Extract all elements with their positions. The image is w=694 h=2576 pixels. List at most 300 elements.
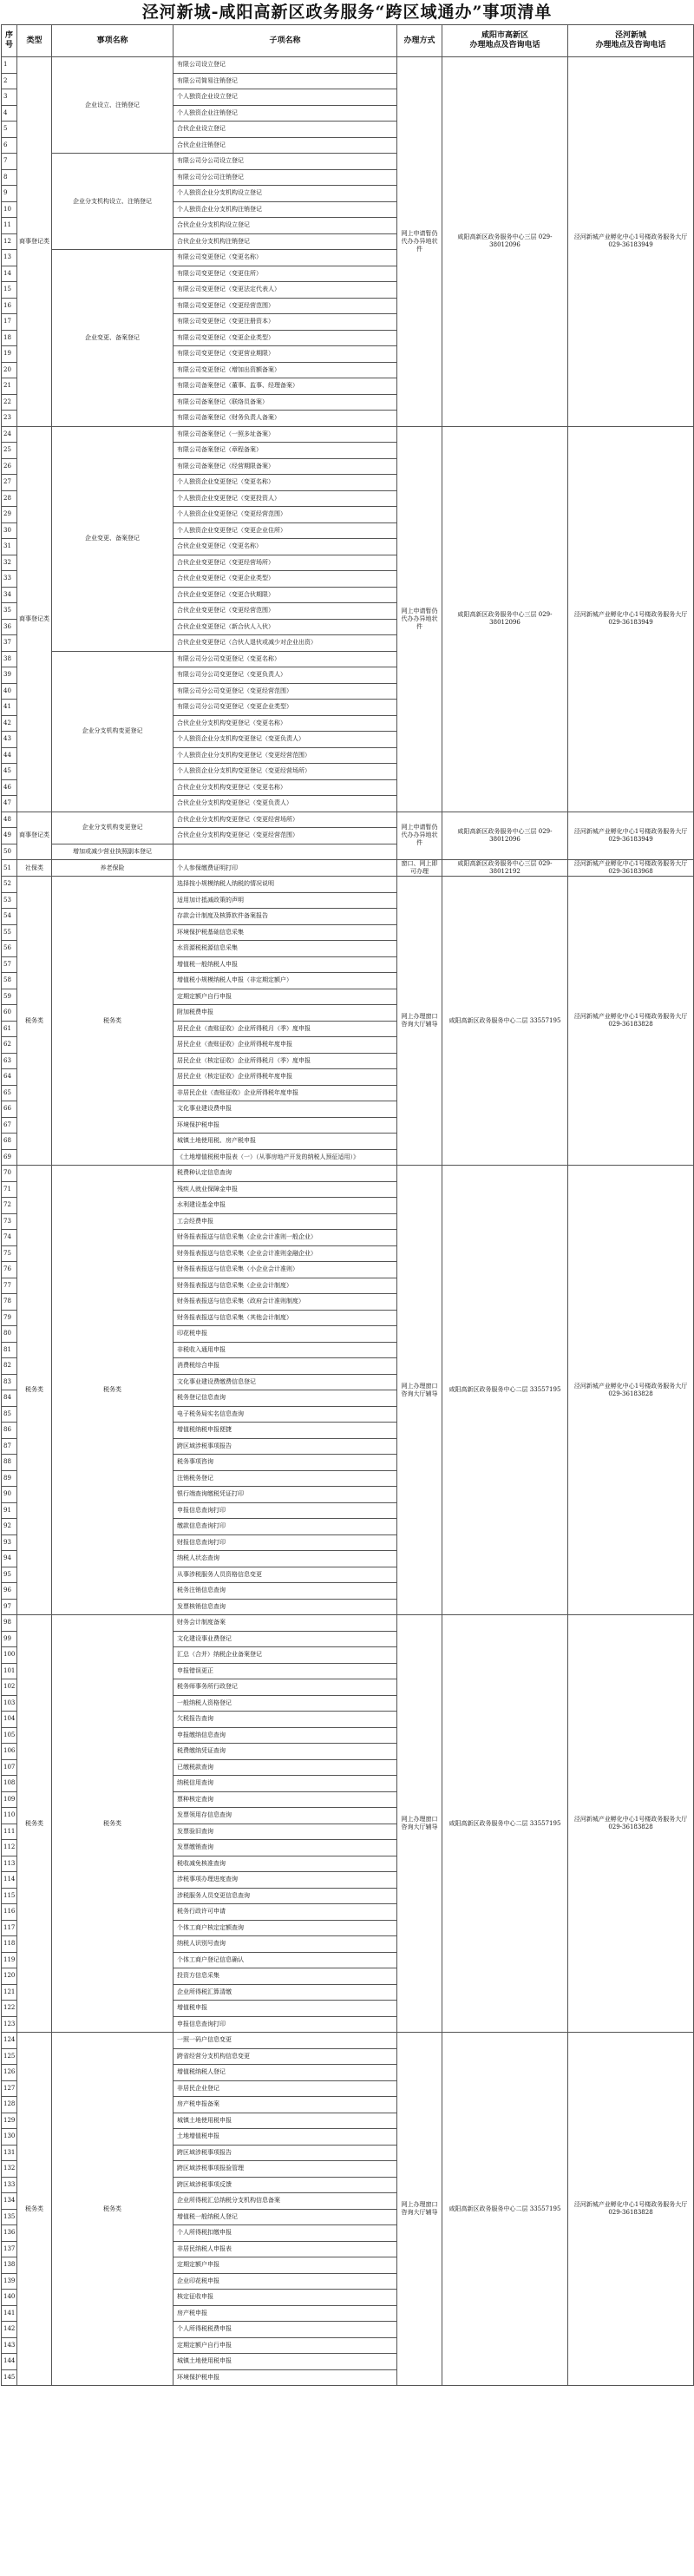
subitem-cell: 合伙企业变更登记（变更企业类型）	[174, 571, 397, 588]
header-method: 办理方式	[397, 25, 442, 57]
method-cell: 网上办理窗口咨询大厅辅导	[397, 2033, 442, 2386]
row-number: 19	[2, 346, 17, 363]
row-number: 72	[2, 1198, 17, 1214]
row-number: 131	[2, 2145, 17, 2161]
row-number: 2	[2, 73, 17, 89]
subitem-cell: 居民企业（核定征收）企业所得税月（季）度申报	[174, 1053, 397, 1069]
subitem-cell: 税收减免核准查询	[174, 1856, 397, 1872]
subitem-cell: 有限公司分公司变更登记（变更经营范围）	[174, 683, 397, 700]
row-number: 25	[2, 443, 17, 459]
item-name-cell: 企业设立、注销登记	[52, 57, 174, 154]
row-number: 93	[2, 1534, 17, 1551]
subitem-cell: 城镇土地使用税、房产税申报	[174, 1134, 397, 1150]
row-number: 36	[2, 619, 17, 635]
row-number: 46	[2, 779, 17, 796]
subitem-cell: 企业所得税汇总纳税分支机构信息备案	[174, 2193, 397, 2210]
row-number: 84	[2, 1390, 17, 1407]
table-row	[2, 57, 694, 74]
xianyang-contact-cell: 咸阳高新区政务服务中心三层 029-38012096	[442, 812, 568, 860]
subitem-cell: 发票领用存信息查询	[174, 1808, 397, 1824]
row-number: 13	[2, 250, 17, 266]
table-row	[2, 877, 694, 893]
row-number: 40	[2, 683, 17, 700]
row-number: 38	[2, 651, 17, 667]
subitem-cell: 有限公司变更登记（变更住所）	[174, 266, 397, 282]
row-number: 90	[2, 1487, 17, 1503]
row-number: 37	[2, 635, 17, 652]
subitem-cell: 电子税务局实名信息查询	[174, 1406, 397, 1423]
subitem-cell: 定期定额户申报	[174, 2257, 397, 2274]
subitem-cell: 城镇土地使用税申报	[174, 2113, 397, 2129]
subitem-cell: 文化事业建设费申报	[174, 1101, 397, 1118]
row-number: 17	[2, 314, 17, 331]
row-number: 94	[2, 1551, 17, 1567]
subitem-cell: 个人独资企业分支机构变更登记（变更负责人）	[174, 732, 397, 748]
row-number: 143	[2, 2337, 17, 2354]
table-row	[2, 426, 694, 443]
subitem-cell: 财务报表报送与信息采集（其他会计制度）	[174, 1310, 397, 1326]
subitem-cell: 税务师事务所行政登记	[174, 1679, 397, 1696]
row-number: 134	[2, 2193, 17, 2210]
subitem-cell: 居民企业（核定征收）企业所得税年度申报	[174, 1069, 397, 1086]
row-number: 56	[2, 941, 17, 957]
subitem-cell: 个人参保缴费证明打印	[174, 860, 397, 877]
subitem-cell: 跨省经营分支机构信息变更	[174, 2048, 397, 2065]
row-number: 98	[2, 1615, 17, 1632]
document-title: 泾河新城-咸阳高新区政务服务“跨区域通办”事项清单	[141, 3, 553, 22]
subitem-cell: 土地增值税申报	[174, 2129, 397, 2146]
subitem-cell: 水资源税税源信息采集	[174, 941, 397, 957]
row-number: 80	[2, 1326, 17, 1343]
subitem-cell: 有限公司分公司设立登记	[174, 154, 397, 170]
subitem-cell: 发票验旧查询	[174, 1824, 397, 1840]
row-number: 4	[2, 105, 17, 122]
subitem-cell: 合伙企业变更登记（变更名称）	[174, 539, 397, 555]
jinghe-contact-cell: 泾河新城产业孵化中心1号楼政务服务大厅029-36183828	[568, 1615, 694, 2033]
subitem-cell: 有限公司变更登记（变更名称）	[174, 250, 397, 266]
item-name-cell: 企业变更、备案登记	[52, 250, 174, 427]
row-number: 66	[2, 1101, 17, 1118]
row-number: 16	[2, 298, 17, 314]
subitem-cell: 个人独资企业变更登记（变更企业住所）	[174, 522, 397, 539]
subitem-cell: 财务会计制度备案	[174, 1615, 397, 1632]
jinghe-contact-cell: 泾河新城产业孵化中心1号楼政务服务大厅029-36183949	[568, 426, 694, 812]
table-row	[2, 2033, 694, 2049]
subitem-cell: 个人独资企业设立登记	[174, 89, 397, 106]
jinghe-contact-cell: 泾河新城产业孵化中心1号楼政务服务大厅029-36183828	[568, 877, 694, 1166]
subitem-cell: 税务注销信息查询	[174, 1583, 397, 1600]
subitem-cell: 有限公司变更登记（变更注册资本）	[174, 314, 397, 331]
method-cell: 网上办理窗口咨询大厅辅导	[397, 1166, 442, 1615]
subitem-cell: 消费税综合申报	[174, 1358, 397, 1375]
subitem-cell: 企业所得税汇算清缴	[174, 1984, 397, 2001]
row-number: 135	[2, 2209, 17, 2225]
header-row	[2, 25, 694, 57]
table-row	[2, 812, 694, 828]
row-number: 75	[2, 1245, 17, 1262]
subitem-cell: 存款会计制度及核算软件备案报告	[174, 909, 397, 925]
subitem-cell: 有限公司备案登记（财务负责人备案）	[174, 411, 397, 427]
row-number: 33	[2, 571, 17, 588]
row-number: 103	[2, 1695, 17, 1712]
row-number: 50	[2, 844, 17, 860]
subitem-cell: 适用加计抵减政策的声明	[174, 892, 397, 909]
header-seq: 序号	[2, 25, 17, 57]
row-number: 63	[2, 1053, 17, 1069]
row-number: 119	[2, 1952, 17, 1968]
row-number: 35	[2, 603, 17, 620]
row-number: 73	[2, 1213, 17, 1230]
subitem-cell: 一照一码户信息变更	[174, 2033, 397, 2049]
subitem-cell: 财务报表报送与信息采集（企业会计准则金融企业）	[174, 1245, 397, 1262]
subitem-cell: 个人独资企业变更登记（变更名称）	[174, 475, 397, 491]
subitem-cell: 个人独资企业分支机构注销登记	[174, 201, 397, 218]
subitem-cell: 税务登记信息查询	[174, 1390, 397, 1407]
subitem-cell: 合伙企业注销登记	[174, 137, 397, 154]
subitem-cell: 个人独资企业分支机构变更登记（变更经营范围）	[174, 747, 397, 764]
row-number: 61	[2, 1021, 17, 1037]
row-number: 12	[2, 233, 17, 250]
row-number: 30	[2, 522, 17, 539]
subitem-cell: 财务报表报送与信息采集（企业会计准则一般企业）	[174, 1230, 397, 1246]
subitem-cell: 有限公司变更登记（变更法定代表人）	[174, 282, 397, 299]
subitem-cell: 财务报表报送与信息采集（政府会计准则制度）	[174, 1294, 397, 1311]
subitem-cell: 税费种认定信息查询	[174, 1166, 397, 1182]
row-number: 130	[2, 2129, 17, 2146]
category-cell: 税务类	[17, 1166, 52, 1615]
subitem-cell: 企业印花税申报	[174, 2273, 397, 2290]
subitem-cell: 申报信息查询打印	[174, 1502, 397, 1519]
subitem-cell: 跨区域涉税事项报验管理	[174, 2161, 397, 2178]
header-subitem: 子项名称	[174, 25, 397, 57]
row-number: 106	[2, 1744, 17, 1760]
subitem-cell: 银行端查询缴税凭证打印	[174, 1487, 397, 1503]
category-cell: 税务类	[17, 877, 52, 1166]
item-name-cell: 税务类	[52, 877, 174, 1166]
row-number: 109	[2, 1791, 17, 1808]
subitem-cell: 涉税事项办理进度查询	[174, 1872, 397, 1889]
method-cell: 窗口、网上即可办理	[397, 860, 442, 877]
subitem-cell: 居民企业（查账征收）企业所得税月（季）度申报	[174, 1021, 397, 1037]
row-number: 3	[2, 89, 17, 106]
row-number: 145	[2, 2369, 17, 2386]
subitem-cell: 有限公司变更登记（增加出资额备案）	[174, 362, 397, 378]
row-number: 9	[2, 186, 17, 202]
row-number: 138	[2, 2257, 17, 2274]
subitem-cell: 纳税人状态查询	[174, 1551, 397, 1567]
row-number: 132	[2, 2161, 17, 2178]
method-cell: 网上申请暂仍代办办异地状件	[397, 812, 442, 860]
xianyang-contact-cell: 咸阳高新区政务服务中心二层 33557195	[442, 1166, 568, 1615]
row-number: 79	[2, 1310, 17, 1326]
row-number: 53	[2, 892, 17, 909]
subitem-cell: 票种核定查询	[174, 1791, 397, 1808]
category-cell: 税务类	[17, 2033, 52, 2386]
subitem-cell: 合伙企业分支机构变更登记（变更名称）	[174, 715, 397, 732]
row-number: 11	[2, 218, 17, 234]
item-name-cell: 税务类	[52, 2033, 174, 2386]
subitem-cell: 跨区域涉税事项反馈	[174, 2177, 397, 2193]
subitem-cell: 非税收入通用申报	[174, 1342, 397, 1358]
category-cell: 税务类	[17, 1615, 52, 2033]
item-name-cell: 企业分支机构变更登记	[52, 651, 174, 812]
row-number: 115	[2, 1888, 17, 1904]
subitem-cell: 个人独资企业分支机构设立登记	[174, 186, 397, 202]
row-number: 21	[2, 378, 17, 395]
row-number: 101	[2, 1663, 17, 1679]
subitem-cell: 定期定额户自行申报	[174, 989, 397, 1005]
subitem-cell: 房产税申报备案	[174, 2097, 397, 2113]
subitem-cell: 合伙企业分支机构变更登记（变更名称）	[174, 779, 397, 796]
xianyang-contact-cell: 咸阳高新区政务服务中心三层 029-38012192	[442, 860, 568, 877]
row-number: 113	[2, 1856, 17, 1872]
row-number: 89	[2, 1470, 17, 1487]
row-number: 47	[2, 796, 17, 812]
subitem-cell: 申报错误更正	[174, 1663, 397, 1679]
header-jinghe: 泾河新城 办理地点及咨询电话	[568, 25, 694, 57]
subitem-cell: 有限公司变更登记（变更企业类型）	[174, 330, 397, 346]
subitem-cell: 非居民企业（查账征收）企业所得税年度申报	[174, 1085, 397, 1101]
row-number: 77	[2, 1278, 17, 1294]
row-number: 15	[2, 282, 17, 299]
row-number: 88	[2, 1455, 17, 1471]
row-number: 45	[2, 764, 17, 780]
method-cell: 网上申请暂仍代办办异地状件	[397, 426, 442, 812]
row-number: 144	[2, 2354, 17, 2370]
row-number: 42	[2, 715, 17, 732]
subitem-cell: 个体工商户登记信息确认	[174, 1952, 397, 1968]
row-number: 105	[2, 1727, 17, 1744]
row-number: 107	[2, 1759, 17, 1776]
item-name-cell: 企业变更、备案登记	[52, 426, 174, 651]
subitem-cell: 文化建设事业费登记	[174, 1631, 397, 1647]
row-number: 82	[2, 1358, 17, 1375]
subitem-cell: 有限公司分公司变更登记（变更负责人）	[174, 667, 397, 684]
subitem-cell: 有限公司简易注销登记	[174, 73, 397, 89]
method-cell: 网上办理窗口咨询大厅辅导	[397, 877, 442, 1166]
subitem-cell: 有限公司变更登记（变更营业期限）	[174, 346, 397, 363]
subitem-cell: 税费缴纳凭证查询	[174, 1744, 397, 1760]
row-number: 128	[2, 2097, 17, 2113]
row-number: 31	[2, 539, 17, 555]
subitem-cell: 合伙企业变更登记（变更合伙期限）	[174, 587, 397, 603]
table-row	[2, 1166, 694, 1182]
xianyang-contact-cell: 咸阳高新区政务服务中心三层 029-38012096	[442, 426, 568, 812]
item-name-cell: 企业分支机构变更登记	[52, 812, 174, 844]
xianyang-contact-cell: 咸阳高新区政务服务中心二层 33557195	[442, 1615, 568, 2033]
row-number: 34	[2, 587, 17, 603]
row-number: 51	[2, 860, 17, 877]
row-number: 110	[2, 1808, 17, 1824]
subitem-cell: 投资方信息采集	[174, 1968, 397, 1985]
row-number: 108	[2, 1776, 17, 1792]
row-number: 133	[2, 2177, 17, 2193]
subitem-cell: 财务报表报送与信息采集（企业会计制度）	[174, 1278, 397, 1294]
row-number: 43	[2, 732, 17, 748]
row-number: 52	[2, 877, 17, 893]
jinghe-contact-cell: 泾河新城产业孵化中心1号楼政务服务大厅029-36183968	[568, 860, 694, 877]
subitem-cell: 增值税纳税申报便捷	[174, 1423, 397, 1439]
row-number: 100	[2, 1647, 17, 1664]
subitem-cell: 合伙企业变更登记（变更经营场所）	[174, 555, 397, 571]
subitem-cell: 合伙企业变更登记（合伙人退伙或减少对企业出资）	[174, 635, 397, 652]
subitem-cell: 合伙企业分支机构设立登记	[174, 218, 397, 234]
subitem-cell: 增值税申报	[174, 2001, 397, 2017]
row-number: 69	[2, 1149, 17, 1166]
row-number: 126	[2, 2065, 17, 2081]
subitem-cell: 印花税申报	[174, 1326, 397, 1343]
subitem-cell: 合伙企业分支机构变更登记（变更负责人）	[174, 796, 397, 812]
subitem-cell: 个人独资企业注销登记	[174, 105, 397, 122]
subitem-cell: 申报缴纳信息查询	[174, 1727, 397, 1744]
subitem-cell: 注销税务登记	[174, 1470, 397, 1487]
row-number: 120	[2, 1968, 17, 1985]
subitem-cell: 合伙企业变更登记（变更经营范围）	[174, 603, 397, 620]
subitem-cell: 税务行政许可申请	[174, 1904, 397, 1921]
row-number: 29	[2, 507, 17, 523]
xianyang-contact-cell: 咸阳高新区政务服务中心二层 33557195	[442, 877, 568, 1166]
subitem-cell	[174, 844, 397, 860]
row-number: 99	[2, 1631, 17, 1647]
subitem-cell: 合伙企业设立登记	[174, 122, 397, 138]
row-number: 81	[2, 1342, 17, 1358]
row-number: 129	[2, 2113, 17, 2129]
category-cell: 商事登记类	[17, 812, 52, 860]
row-number: 97	[2, 1599, 17, 1615]
row-number: 117	[2, 1920, 17, 1936]
subitem-cell: 环境保护税申报	[174, 2369, 397, 2386]
subitem-cell: 环境保护税申报	[174, 1117, 397, 1134]
row-number: 78	[2, 1294, 17, 1311]
subitem-cell: 有限公司分公司变更登记（变更名称）	[174, 651, 397, 667]
subitem-cell: 有限公司变更登记（变更经营范围）	[174, 298, 397, 314]
subitem-cell: 缴款信息查询打印	[174, 1519, 397, 1535]
row-number: 41	[2, 700, 17, 716]
row-number: 87	[2, 1438, 17, 1455]
row-number: 6	[2, 137, 17, 154]
row-number: 136	[2, 2225, 17, 2242]
subitem-cell: 有限公司设立登记	[174, 57, 397, 74]
header-xianyang: 咸阳市高新区 办理地点及咨询电话	[442, 25, 568, 57]
jinghe-contact-cell: 泾河新城产业孵化中心1号楼政务服务大厅029-36183828	[568, 2033, 694, 2386]
row-number: 54	[2, 909, 17, 925]
row-number: 92	[2, 1519, 17, 1535]
row-number: 121	[2, 1984, 17, 2001]
subitem-cell: 合伙企业分支机构变更登记（变更经营场所）	[174, 812, 397, 828]
header-item: 事项名称	[52, 25, 174, 57]
table-row	[2, 1615, 694, 1632]
item-name-cell: 养老保险	[52, 860, 174, 877]
subitem-cell: 有限公司分公司变更登记（变更企业类型）	[174, 700, 397, 716]
xianyang-contact-cell: 咸阳高新区政务服务中心三层 029-38012096	[442, 57, 568, 427]
row-number: 67	[2, 1117, 17, 1134]
subitem-cell: 有限公司备案登记（联络员备案）	[174, 394, 397, 411]
row-number: 112	[2, 1840, 17, 1856]
subitem-cell: 合伙企业分支机构变更登记（变更经营范围）	[174, 828, 397, 844]
subitem-cell: 增值税小规模纳税人申报（非定期定额户）	[174, 973, 397, 989]
row-number: 59	[2, 989, 17, 1005]
row-number: 18	[2, 330, 17, 346]
row-number: 137	[2, 2241, 17, 2257]
row-number: 125	[2, 2048, 17, 2065]
subitem-cell: 房产税申报	[174, 2305, 397, 2322]
subitem-cell: 文化事业建设费缴费信息登记	[174, 1374, 397, 1390]
row-number: 114	[2, 1872, 17, 1889]
item-name-cell: 增加或减少营业执照副本登记	[52, 844, 174, 860]
row-number: 116	[2, 1904, 17, 1921]
subitem-cell: 合伙企业变更登记（新合伙人入伙）	[174, 619, 397, 635]
category-cell: 商事登记类	[17, 426, 52, 812]
row-number: 71	[2, 1181, 17, 1198]
subitem-cell: 财报信息查询打印	[174, 1534, 397, 1551]
method-cell: 网上办理窗口咨询大厅辅导	[397, 1615, 442, 2033]
row-number: 44	[2, 747, 17, 764]
row-number: 76	[2, 1262, 17, 1278]
item-name-cell: 税务类	[52, 1615, 174, 2033]
row-number: 23	[2, 411, 17, 427]
subitem-cell: 汇总（合并）纳税企业备案登记	[174, 1647, 397, 1664]
subitem-cell: 增值税一般纳税人登记	[174, 2209, 397, 2225]
subitem-cell: 定期定额户自行申报	[174, 2337, 397, 2354]
row-number: 10	[2, 201, 17, 218]
row-number: 83	[2, 1374, 17, 1390]
subitem-cell: 残疾人就业保障金申报	[174, 1181, 397, 1198]
row-number: 28	[2, 490, 17, 507]
subitem-cell: 个人独资企业变更登记（变更经营范围）	[174, 507, 397, 523]
subitem-cell: 一般纳税人资格登记	[174, 1695, 397, 1712]
subitem-cell: 欠税报告查询	[174, 1712, 397, 1728]
row-number: 102	[2, 1679, 17, 1696]
row-number: 86	[2, 1423, 17, 1439]
row-number: 48	[2, 812, 17, 828]
subitem-cell: 水利建设基金申报	[174, 1198, 397, 1214]
row-number: 96	[2, 1583, 17, 1600]
subitem-cell: 居民企业（查账征收）企业所得税年度申报	[174, 1037, 397, 1054]
row-number: 7	[2, 154, 17, 170]
subitem-cell: 《土地增值税税申报表（一）（从事房地产开发的纳税人预征适用）》	[174, 1149, 397, 1166]
subitem-cell: 非居民企业登记	[174, 2080, 397, 2097]
row-number: 58	[2, 973, 17, 989]
subitem-cell: 个人所得税扣缴申报	[174, 2225, 397, 2242]
subitem-cell: 涉税服务人员变更信息查询	[174, 1888, 397, 1904]
row-number: 20	[2, 362, 17, 378]
method-cell: 网上申请暂仍代办办异地状件	[397, 57, 442, 427]
subitem-cell: 已缴税款查询	[174, 1759, 397, 1776]
subitem-cell: 发票核销信息查询	[174, 1599, 397, 1615]
row-number: 139	[2, 2273, 17, 2290]
subitem-cell: 个体工商户核定定额查询	[174, 1920, 397, 1936]
subitem-cell: 跨区域涉税事项报告	[174, 1438, 397, 1455]
subitem-cell: 附加税费申报	[174, 1005, 397, 1022]
item-name-cell: 企业分支机构设立、注销登记	[52, 154, 174, 250]
row-number: 104	[2, 1712, 17, 1728]
row-number: 140	[2, 2290, 17, 2306]
subitem-cell: 个人所得税税费申报	[174, 2322, 397, 2338]
row-number: 118	[2, 1936, 17, 1953]
row-number: 127	[2, 2080, 17, 2097]
jinghe-contact-cell: 泾河新城产业孵化中心1号楼政务服务大厅029-36183949	[568, 57, 694, 427]
subitem-cell: 个人独资企业变更登记（变更投资人）	[174, 490, 397, 507]
subitem-cell: 核定征收申报	[174, 2290, 397, 2306]
row-number: 62	[2, 1037, 17, 1054]
row-number: 111	[2, 1824, 17, 1840]
items-table	[1, 24, 694, 2386]
row-number: 27	[2, 475, 17, 491]
subitem-cell: 增值税纳税人登记	[174, 2065, 397, 2081]
xianyang-contact-cell: 咸阳高新区政务服务中心二层 33557195	[442, 2033, 568, 2386]
subitem-cell: 有限公司备案登记（章程备案）	[174, 443, 397, 459]
subitem-cell: 税务事项咨询	[174, 1455, 397, 1471]
